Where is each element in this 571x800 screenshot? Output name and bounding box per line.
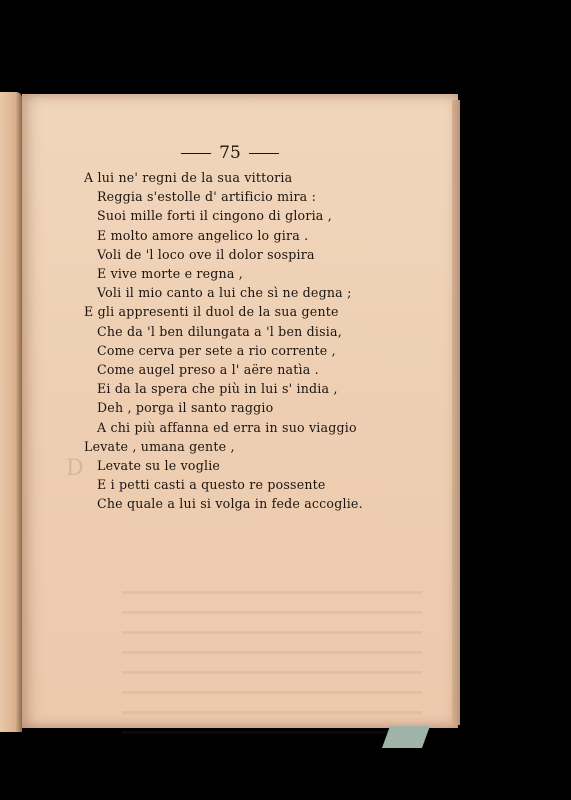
page-bottom-tab — [382, 726, 430, 748]
poem-line: Levate , umana gente , — [84, 438, 235, 454]
poem-line: Come cerva per sete a rio corrente , — [97, 342, 336, 358]
page-number-dash-left — [181, 153, 211, 154]
poem-line: E gli appresenti il duol de la sua gente — [84, 304, 339, 320]
poem-line: E vive morte e regna , — [97, 266, 243, 282]
poem-line: A chi più affanna ed erra in suo viaggio — [97, 419, 357, 435]
bleed-through-initial: D — [66, 456, 84, 481]
poem-line: A lui ne' regni de la sua vittoria — [84, 170, 293, 185]
poem-text — [84, 168, 444, 514]
poem-line: Suoi mille forti il cingono di gloria , — [97, 208, 332, 224]
poem-line: E i petti casti a questo re possente — [97, 477, 326, 493]
page-number-dash-right — [249, 153, 279, 154]
left-page-edge — [0, 92, 22, 732]
poem-line: Levate su le voglie — [97, 458, 221, 474]
page-right-edge — [452, 100, 460, 725]
poem-line: Che quale a lui si volga in fede accoglie. — [97, 496, 363, 512]
poem-line: Deh , porga il santo raggio — [97, 400, 274, 416]
poem-line: Voli de 'l loco ove il dolor sospira — [97, 246, 315, 262]
poem-line: Come augel preso a l' aëre natìa . — [97, 362, 319, 378]
poem-line: Che da 'l ben dilungata a 'l ben disia, — [97, 323, 342, 339]
bleed-through-text — [122, 574, 422, 734]
page-number: 75 — [219, 143, 241, 163]
poem-line: Voli il mio canto a lui che sì ne degna ; — [97, 285, 352, 301]
page-number-header — [170, 142, 290, 164]
poem-line: Ei da la spera che più in lui s' india , — [97, 381, 338, 397]
poem-line: Reggia s'estolle d' artificio mira : — [97, 189, 317, 205]
poem-line: E molto amore angelico lo gira . — [97, 227, 309, 243]
